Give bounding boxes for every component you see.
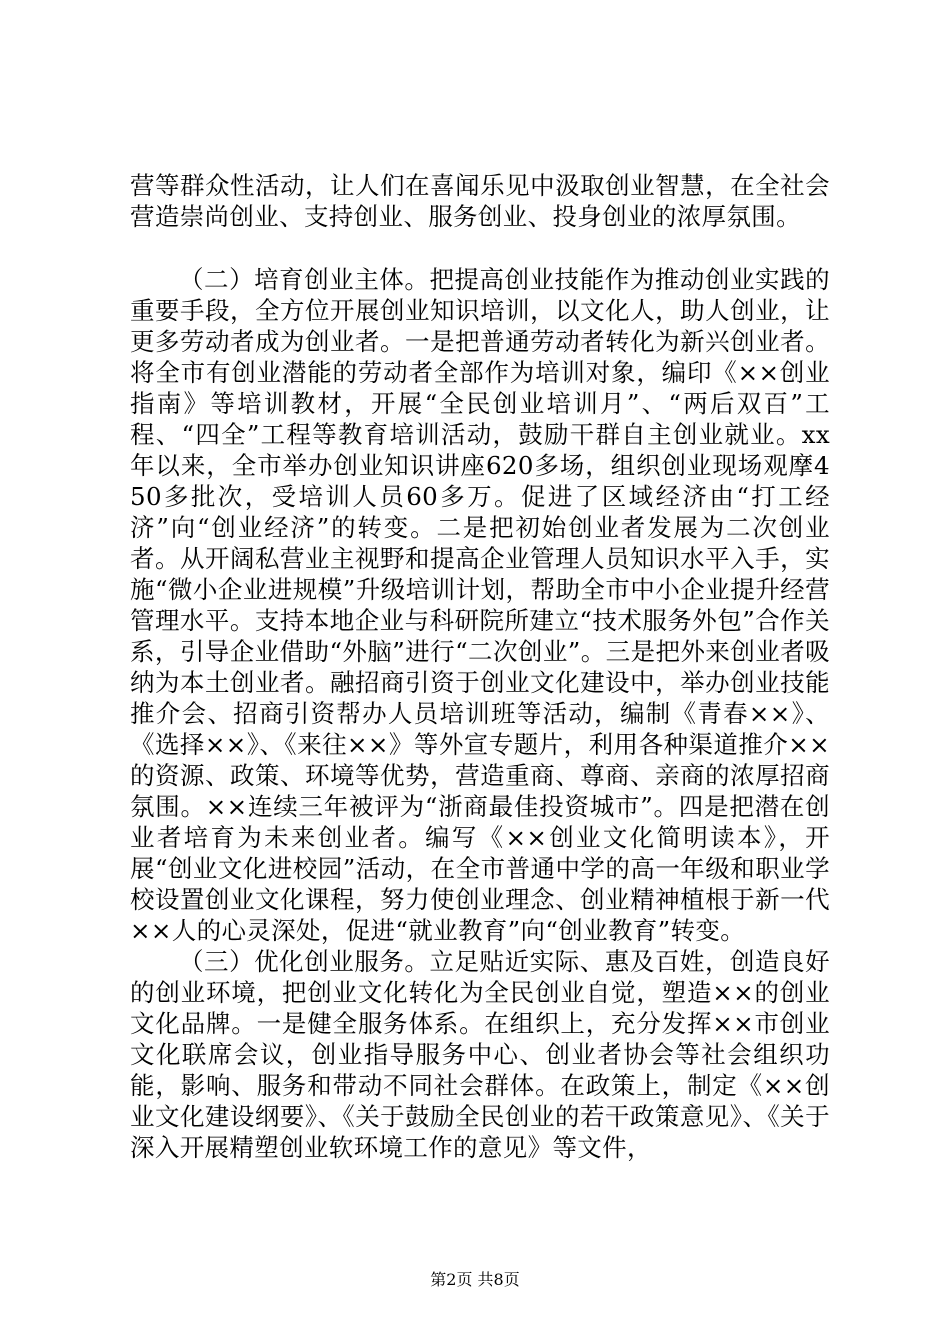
page-number-footer: 第2页 共8页	[430, 1270, 520, 1289]
paragraph-section-two: （二）培育创业主体。把提高创业技能作为推动创业实践的重要手段，全方位开展创业知识培训，以文化人，助人创业，让更多劳动者成为创业者。一是把普通劳动者转化为新兴创业者。将全市有创业潜能的劳动者全部作为培训对象，编印《××创业指南》等培训教材，开展“全民创业培训月”、“两后双百”工程、“四全”工程等教育培训活动，鼓励干群自主创业就业。xx年以来，全市举办创业知识讲座620多场，组织创业现场观摩450多批次，受培训人员60多万。促进了区域经济由“打工经济”向“创业经济”的转变。二是把初始创业者发展为二次创业者。从开阔私营业主视野和提高企业管理人员知识水平入手，实施“微小企业进规模”升级培训计划，帮助全市中小企业提升经营管理水平。支持本地企业与科研院所建立“技术服务外包”合作关系，引导企业借助“外脑”进行“二次创业”。三是把外来创业者吸纳为本土创业者。融招商引资于创业文化建设中，举办创业技能推介会、招商引资帮办人员培训班等活动，编制《青春××》、《选择××》、《来往××》等外宣专题片，利用各种渠道推介××的资源、政策、环境等优势，营造重商、尊商、亲商的浓厚招商氛围。××连续三年被评为“浙商最佳投资城市”。四是把潜在创业者培育为未来创业者。编写《××创业文化简明读本》，开展“创业文化进校园”活动，在全市普通中学的高一年级和职业学校设置创业文化课程，努力使创业理念、创业精神植根于新一代××人的心灵深处，促进“就业教育”向“创业教育”转变。	[130, 265, 830, 945]
paragraph-continuation: 营等群众性活动，让人们在喜闻乐见中汲取创业智慧，在全社会营造崇尚创业、支持创业、服务创业、投身创业的浓厚氛围。	[130, 171, 830, 231]
document-body	[130, 170, 830, 1163]
paragraph-section-three: （三）优化创业服务。立足贴近实际、惠及百姓，创造良好的创业环境，把创业文化转化为全民创业自觉，塑造××的创业文化品牌。一是健全服务体系。在组织上，充分发挥××市创业文化联席会议，创业指导服务中心、创业者协会等社会组织功能，影响、服务和带动不同社会群体。在政策上，制定《××创业文化建设纲要》、《关于鼓励全民创业的若干政策意见》、《关于深入开展精塑创业软环境工作的意见》等文件，	[130, 947, 830, 1162]
